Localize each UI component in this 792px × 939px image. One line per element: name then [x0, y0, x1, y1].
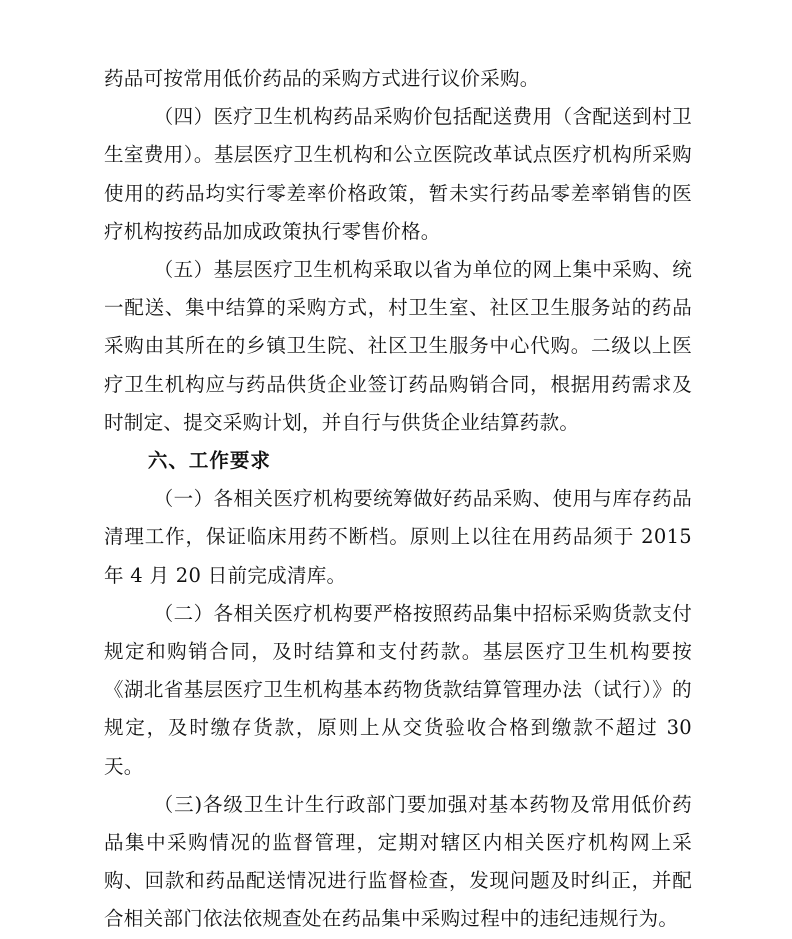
document-page [104, 60, 692, 939]
paragraph-continuation: 药品可按常用低价药品的采购方式进行议价采购。 [104, 67, 540, 90]
section-heading: 六、工作要求 [147, 449, 271, 473]
requirement-item-2: （二）各相关医疗机构要严格按照药品集中招标采购货款支付规定和购销合同，及时结算和支付药款。基层医疗卫生机构要按《湖北省基层医疗卫生机构基本药物货款结算管理办法（试行）》的规定，及时缴存货款，原则上从交货验收合格到缴款不超过 30 天。 [104, 601, 692, 778]
requirement-item-1: （一）各相关医疗机构要统筹做好药品采购、使用与库存药品清理工作，保证临床用药不断档。原则上以往在用药品须于 2015 年 4 月 20 日前完成清库。 [104, 487, 692, 587]
paragraph-item-5: （五）基层医疗卫生机构采取以省为单位的网上集中采购、统一配送、集中结算的采购方式，村卫生室、社区卫生服务站的药品采购由其所在的乡镇卫生院、社区卫生服务中心代购。二级以上医疗卫生机构应与药品供货企业签订药品购销合同，根据用药需求及时制定、提交采购计划，并自行与供货企业结算药款。 [104, 258, 692, 434]
paragraph-item-4: （四）医疗卫生机构药品采购价包括配送费用（含配送到村卫生室费用）。基层医疗卫生机构和公立医院改革试点医疗机构所采购使用的药品均实行零差率价格政策，暂未实行药品零差率销售的医疗机构按药品加成政策执行零售价格。 [104, 105, 692, 243]
requirement-item-3: （三)各级卫生计生行政部门要加强对基本药物及常用低价药品集中采购情况的监督管理，定期对辖区内相关医疗机构网上采购、回款和药品配送情况进行监督检查，发现问题及时纠正，并配合相关部门依法依规查处在药品集中采购过程中的违纪违规行为。 [104, 792, 692, 931]
